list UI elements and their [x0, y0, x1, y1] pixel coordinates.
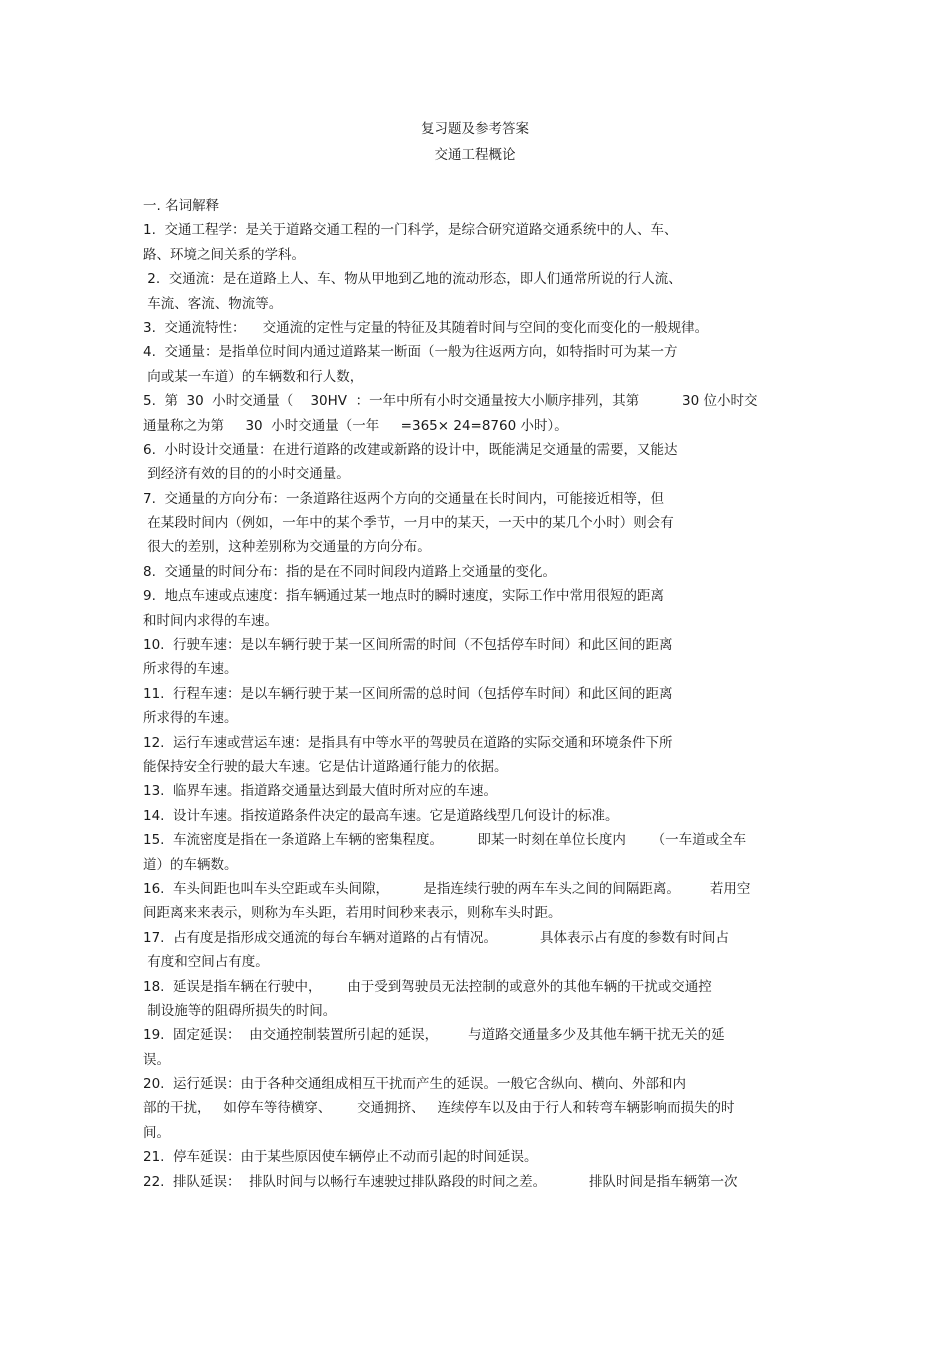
text-line: 16. 车头间距也叫车头空距或车头间隙， 是指连续行驶的两车车头之间的间隔距离。 若用空: [143, 880, 751, 897]
text-line: 5. 第 30 小时交通量（ 30HV ：一年中所有小时交通量按大小顺序排列，其第 30 位小时交: [143, 393, 758, 410]
text-line: 间。: [143, 1124, 170, 1141]
text-line: 12. 运行车速或营运车速：是指具有中等水平的驾驶员在道路的实际交通和环境条件下所: [143, 734, 673, 751]
text-line: 向或某一车道）的车辆数和行人数，: [143, 368, 364, 385]
document-title: 复习题及参考答案: [421, 121, 529, 137]
text-line: 20. 运行延误：由于各种交通组成相互干扰而产生的延误。一般它含纵向、横向、外部和内: [143, 1076, 687, 1093]
text-line: 18. 延误是指车辆在行驶中， 由于受到驾驶员无法控制的或意外的其他车辆的干扰或交通控: [143, 978, 712, 995]
text-line: 22. 排队延误： 排队时间与以畅行车速驶过排队路段的时间之差。 排队时间是指车辆第一次: [143, 1173, 738, 1190]
text-line: 误。: [143, 1051, 170, 1068]
text-line: 9. 地点车速或点速度：指车辆通过某一地点时的瞬时速度，实际工作中常用很短的距离: [143, 588, 664, 605]
text-line: 通量称之为第 30 小时交通量（一年 =365× 24=8760 小时）。: [143, 417, 568, 434]
text-line: 道）的车辆数。: [143, 856, 238, 873]
text-line: 车流、客流、物流等。: [143, 295, 283, 312]
text-line: 15. 车流密度是指在一条道路上车辆的密集程度。 即某一时刻在单位长度内 （一车道或全车: [143, 832, 747, 849]
text-line: 有度和空间占有度。: [143, 954, 269, 971]
text-line: 14. 设计车速。指按道路条件决定的最高车速。它是道路线型几何设计的标准。: [143, 807, 619, 824]
text-line: 能保持安全行驶的最大车速。它是估计道路通行能力的依据。: [143, 758, 508, 775]
text-line: 21. 停车延误：由于某些原因使车辆停止不动而引起的时间延误。: [143, 1149, 538, 1166]
text-line: 到经济有效的目的的小时交通量。: [143, 466, 350, 483]
text-line: 19. 固定延误： 由交通控制装置所引起的延误， 与道路交通量多少及其他车辆干扰无关的延: [143, 1027, 725, 1044]
text-line: 很大的差别，这种差别称为交通量的方向分布。: [143, 539, 431, 556]
text-line: 13. 临界车速。指道路交通量达到最大值时所对应的车速。: [143, 783, 498, 800]
document-subtitle: 交通工程概论: [434, 147, 516, 163]
text-line: 1. 交通工程学：是关于道路交通工程的一门科学，是综合研究道路交通系统中的人、车、: [143, 222, 678, 239]
text-line: 6. 小时设计交通量：在进行道路的改建或新路的设计中，既能满足交通量的需要，又能达: [143, 441, 678, 458]
text-line: 在某段时间内（例如，一年中的某个季节，一月中的某天，一天中的某几个小时）则会有: [143, 515, 674, 532]
text-line: 11. 行程车速：是以车辆行驶于某一区间所需的总时间（包括停车时间）和此区间的距离: [143, 685, 673, 702]
section-heading: 一. 名词解释: [143, 198, 220, 214]
document-body: [143, 194, 833, 1194]
text-line: 7. 交通量的方向分布：一条道路往返两个方向的交通量在长时间内，可能接近相等，但: [143, 490, 664, 507]
text-line: 3. 交通流特性： 交通流的定性与定量的特征及其随着时间与空间的变化而变化的一般规律。: [143, 319, 709, 336]
text-line: 8. 交通量的时间分布：指的是在不同时间段内道路上交通量的变化。: [143, 563, 556, 580]
text-line: 17. 占有度是指形成交通流的每台车辆对道路的占有情况。 具体表示占有度的参数有时间占: [143, 929, 729, 946]
text-line: 10. 行驶车速：是以车辆行驶于某一区间所需的时间（不包括停车时间）和此区间的距离: [143, 637, 673, 654]
text-line: 间距离来来表示，则称为车头距，若用时间秒来表示，则称车头时距。: [143, 905, 562, 922]
text-line: 和时间内求得的车速。: [143, 612, 278, 629]
text-line: 所求得的车速。: [143, 710, 238, 727]
text-line: 2. 交通流：是在道路上人、车、物从甲地到乙地的流动形态，即人们通常所说的行人流、: [143, 271, 682, 288]
text-line: 4. 交通量：是指单位时间内通过道路某一断面（一般为往返两方向，如特指时可为某一方: [143, 344, 678, 361]
text-line: 部的干扰， 如停车等待横穿、 交通拥挤、 连续停车以及由于行人和转弯车辆影响而损失的时: [143, 1100, 735, 1117]
text-line: 路、环境之间关系的学科。: [143, 246, 305, 263]
text-line: 制设施等的阻碍所损失的时间。: [143, 1002, 337, 1019]
text-line: 所求得的车速。: [143, 661, 238, 678]
